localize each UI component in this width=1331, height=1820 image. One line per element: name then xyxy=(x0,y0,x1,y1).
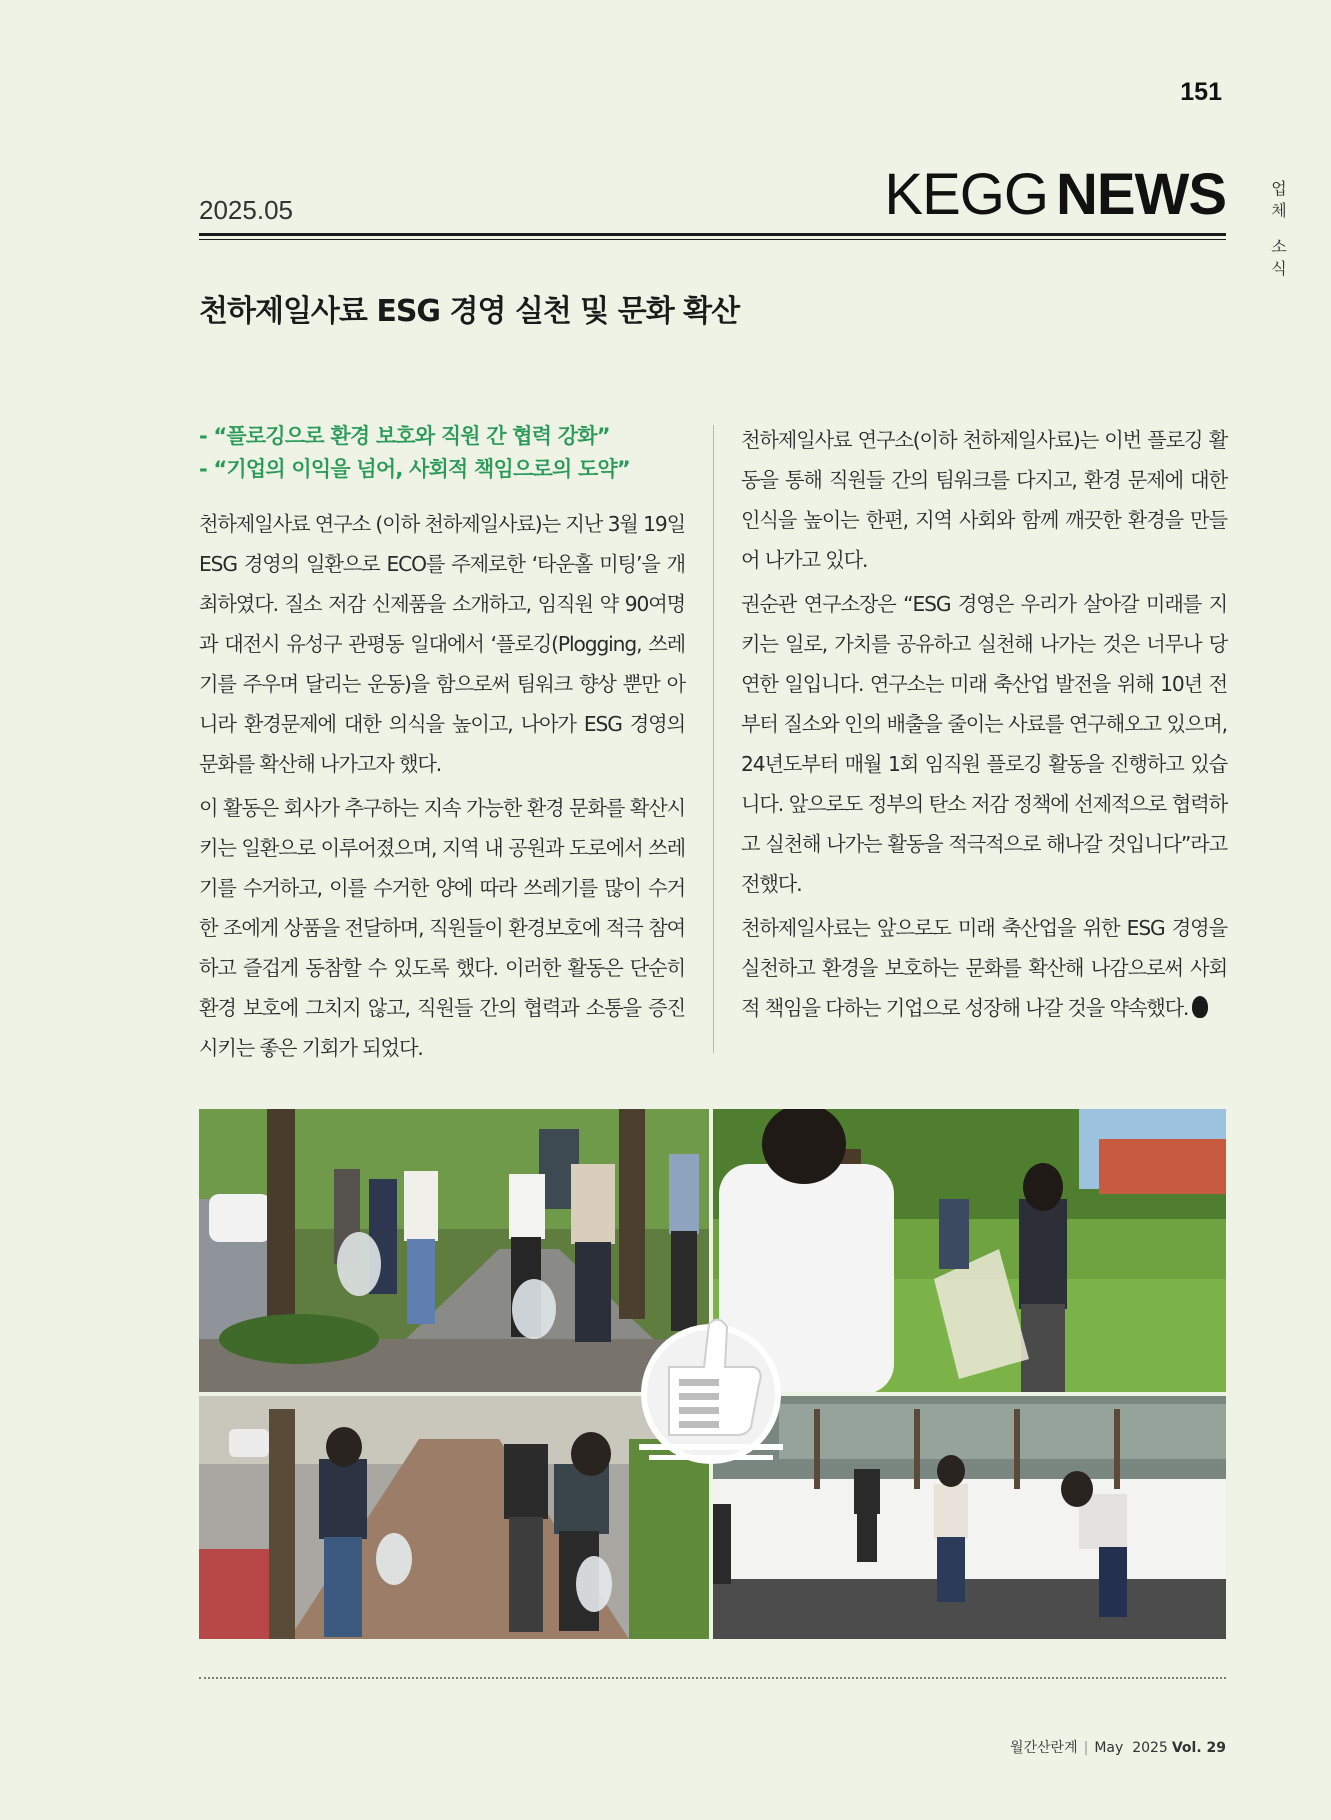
masthead-kegg: KEGG xyxy=(884,162,1048,227)
header-rule-thin xyxy=(199,239,1226,240)
section-tab xyxy=(1266,178,1292,280)
article-column-right xyxy=(741,420,1227,1032)
masthead-news: NEWS xyxy=(1056,162,1226,227)
footer xyxy=(900,1737,1226,1757)
photo-top-left xyxy=(199,1109,711,1394)
paragraph: 천하제일사료 연구소 (이하 천하제일사료)는 지난 3월 19일 ESG 경영의 일환으로 ECO를 주제로한 ‘타운홀 미팅’을 개최하였다. 질소 저감 신제품을 소개하고, 임직원 약 90여명과 대전시 유성구 관평동 일대에서 ‘플로깅(Plogging, 쓰레기를 주우며 달리는 운동)을 함으로써 팀워크 향상 뿐만 아니라 환경문제에 대한 의식을 높이고, 나아가 ESG 경영의 문화를 확산해 나가고자 했다. xyxy=(199,512,685,776)
column-divider xyxy=(713,425,714,1053)
paragraph: 천하제일사료 연구소(이하 천하제일사료)는 이번 플로깅 활동을 통해 직원들 간의 팀워크를 다지고, 환경 문제에 대한 인식을 높이는 한편, 지역 사회와 함께 깨끗한 환경을 만들어 나가고 있다. xyxy=(741,428,1227,572)
photo-bottom-right xyxy=(711,1394,1226,1639)
photo-collage xyxy=(199,1109,1226,1639)
page-number: 151 xyxy=(1180,78,1222,106)
footer-month: May xyxy=(1094,1740,1124,1756)
header-rule xyxy=(199,233,1226,236)
article-column-left xyxy=(199,420,685,1072)
footer-volume: Vol. 29 xyxy=(1171,1740,1226,1756)
photo-top-right xyxy=(711,1109,1226,1394)
paragraph: 권순관 연구소장은 “ESG 경영은 우리가 살아갈 미래를 지키는 일로, 가치를 공유하고 실천해 나가는 것은 너무나 당연한 일입니다. 연구소는 미래 축산업 발전을 위해 10년 전부터 질소와 인의 배출을 줄이는 사료를 연구해오고 있으며, 24년도부터 매월 1회 임직원 플로깅 활동을 진행하고 있습니다. 앞으로도 정부의 탄소 저감 정책에 선제적으로 협력하고 실천해 나가는 활동을 적극적으로 해나갈 것입니다”라고 전했다. xyxy=(741,592,1227,896)
subhead-2: - “기업의 이익을 넘어, 사회적 책임으로의 도약” xyxy=(199,457,630,481)
footer-separator: | xyxy=(1083,1740,1089,1756)
subhead-1: - “플로깅으로 환경 보호와 직원 간 협력 강화” xyxy=(199,424,610,448)
subheads xyxy=(199,420,685,486)
footer-magazine: 월간산란계 xyxy=(1009,1740,1078,1756)
paragraph: 이 활동은 회사가 추구하는 지속 가능한 환경 문화를 확산시키는 일환으로 이루어졌으며, 지역 내 공원과 도로에서 쓰레기를 수거하고, 이를 수거한 양에 따라 쓰레기를 많이 수거한 조에게 상품을 전달하며, 직원들이 환경보호에 적극 참여하고 즐겁게 동참할 수 있도록 했다. 이러한 활동은 단순히 환경 보호에 그치지 않고, 직원들 간의 협력과 소통을 증진시키는 좋은 기회가 되었다. xyxy=(199,796,685,1060)
paragraph-text: 천하제일사료는 앞으로도 미래 축산업을 위한 ESG 경영을 실천하고 환경을 보호하는 문화를 확산해 나감으로써 사회적 책임을 다하는 기업으로 성장해 나갈 것을 약속했다. xyxy=(741,916,1227,1020)
footer-divider xyxy=(199,1677,1226,1679)
end-mark-icon xyxy=(1192,996,1208,1018)
photo-bottom-left xyxy=(199,1394,711,1639)
section-tab-line-1: 업체 xyxy=(1271,179,1287,220)
masthead xyxy=(880,160,1226,230)
footer-year: 2025 xyxy=(1132,1740,1168,1756)
issue-date: 2025.05 xyxy=(199,195,293,225)
section-tab-line-2: 소식 xyxy=(1271,237,1287,278)
article-headline: 천하제일사료 ESG 경영 실천 및 문화 확산 xyxy=(199,294,740,329)
paragraph xyxy=(741,908,1227,1028)
